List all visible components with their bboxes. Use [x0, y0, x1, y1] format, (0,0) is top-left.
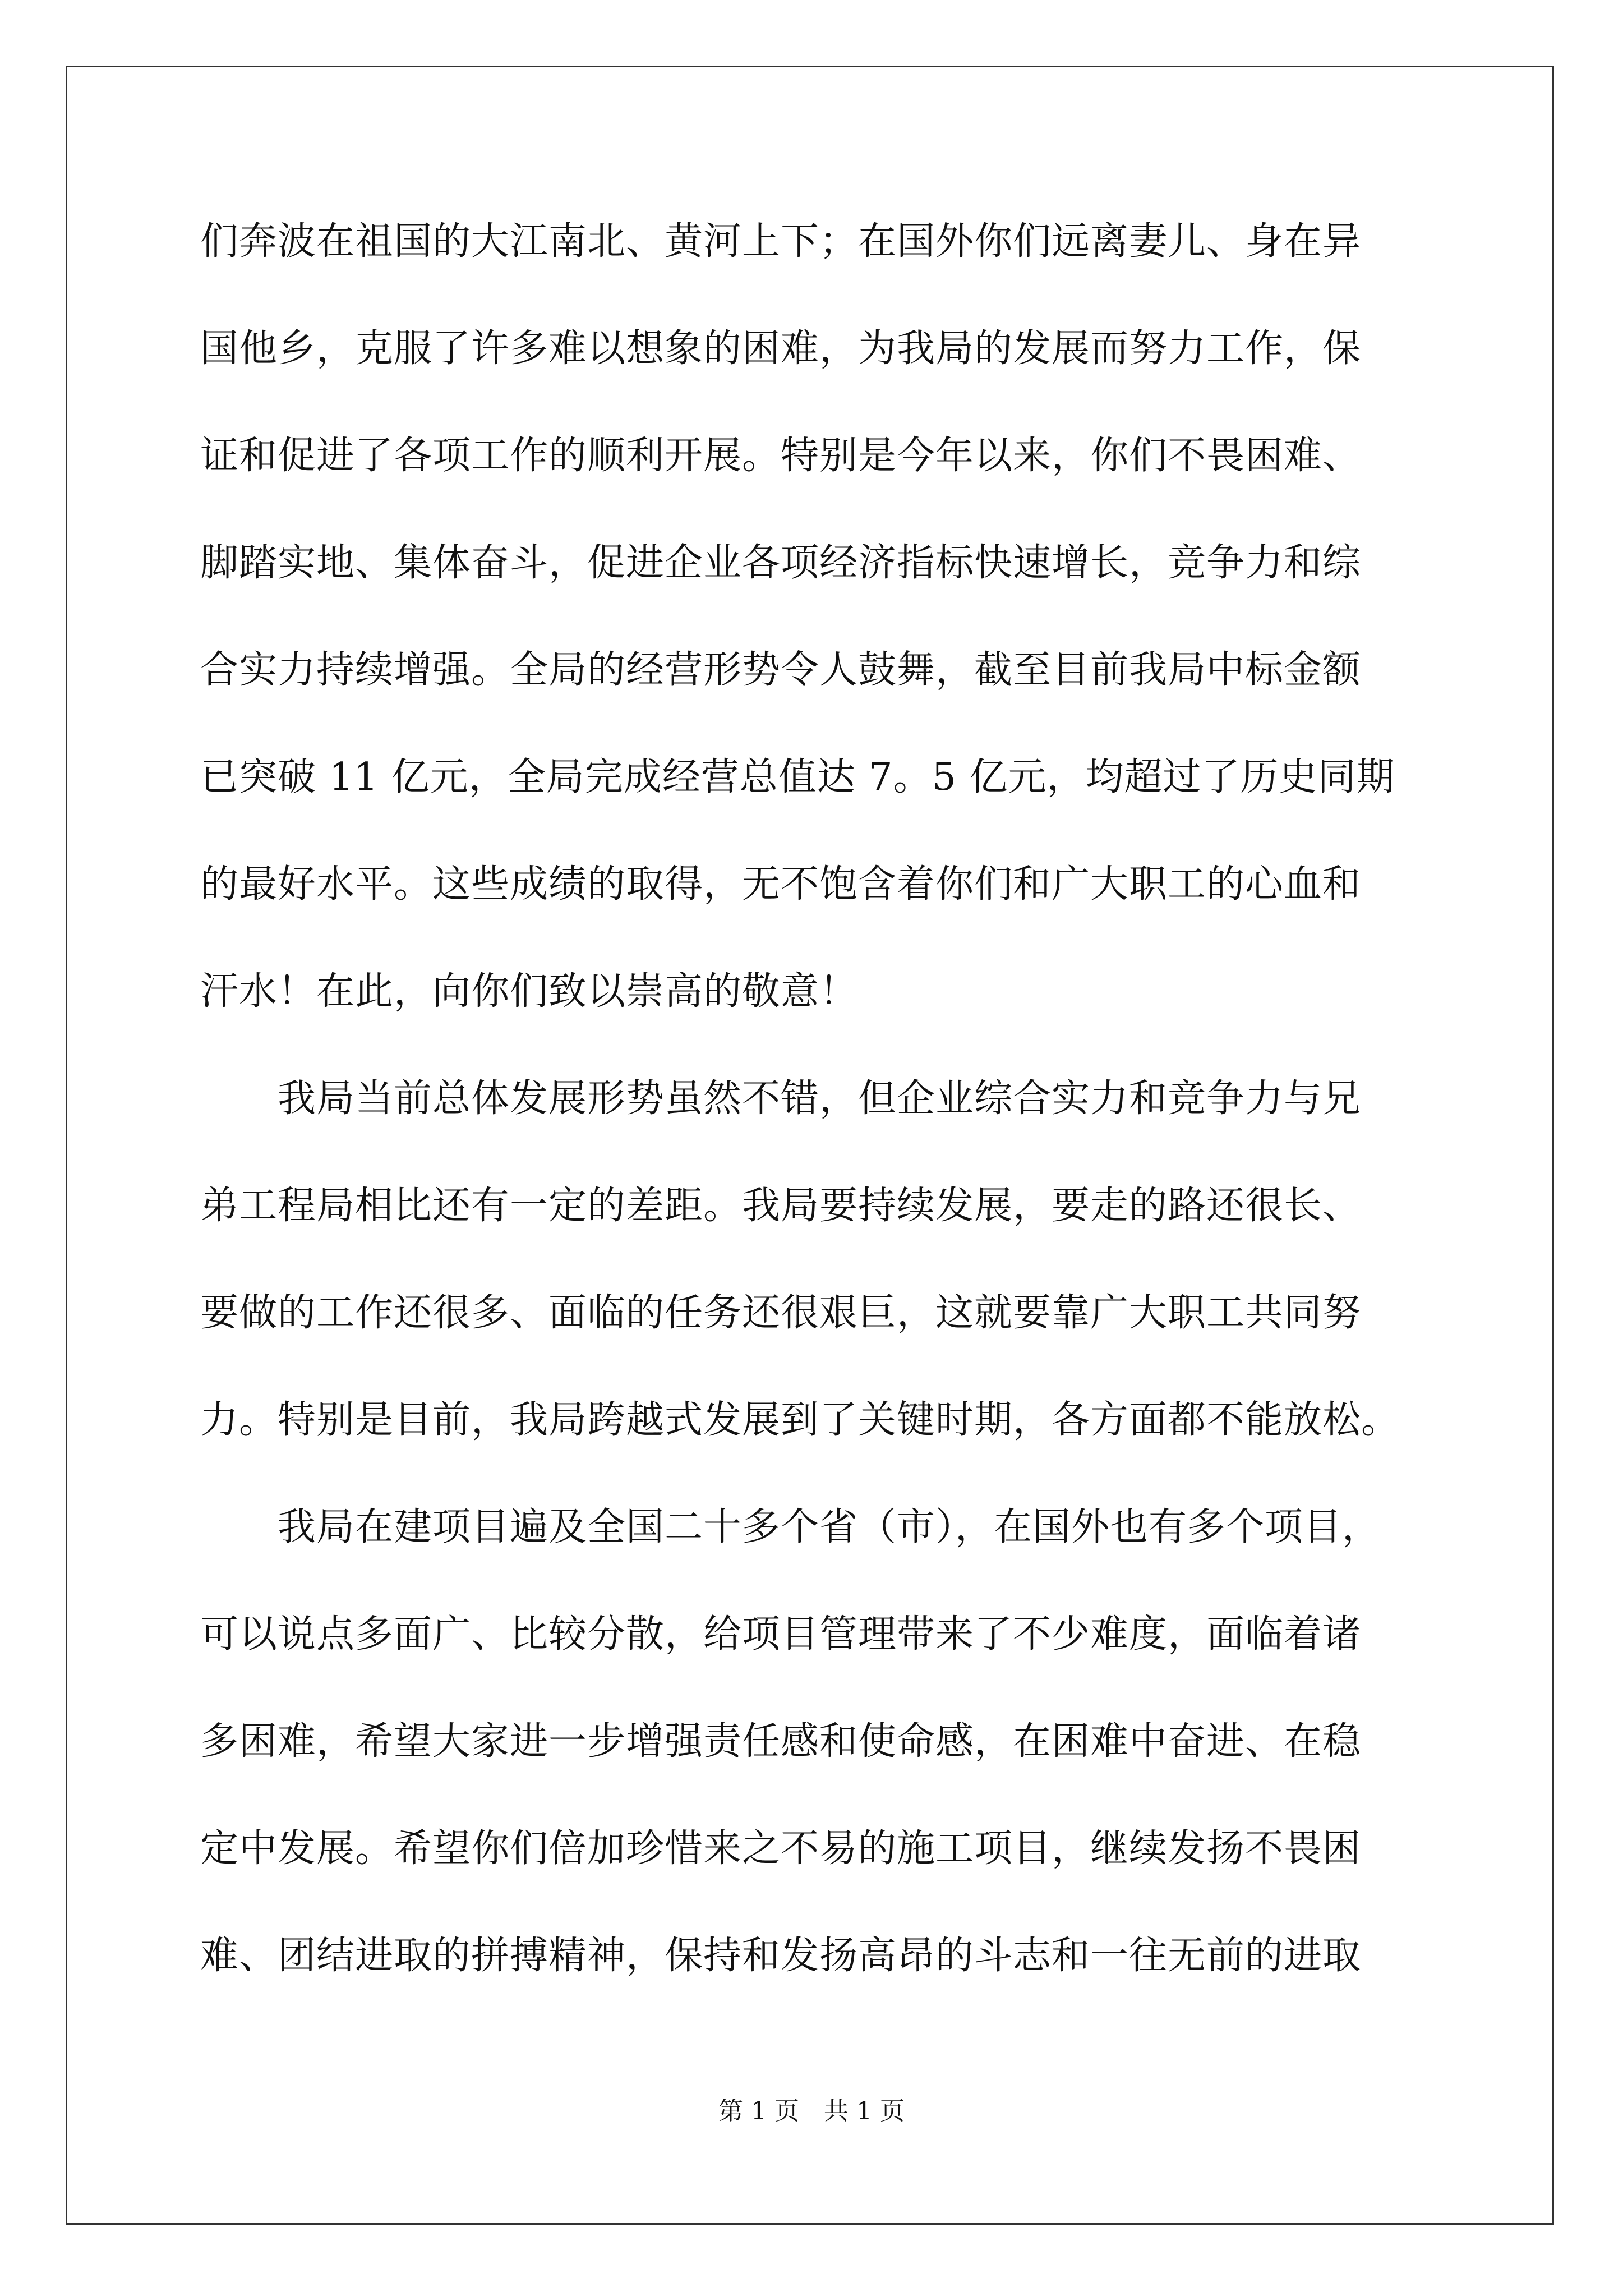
text-line: 国他乡，克服了许多难以想象的困难，为我局的发展而努力工作，保	[200, 326, 1362, 371]
text-line: 我局在建项目遍及全国二十多个省（市），在国外也有多个项目，	[200, 1505, 1381, 1549]
text-line: 定中发展。希望你们倍加珍惜来之不易的施工项目，继续发扬不畏困	[200, 1826, 1362, 1871]
text-line: 弟工程局相比还有一定的差距。我局要持续发展，要走的路还很长、	[200, 1184, 1362, 1228]
text-line: 已突破 11 亿元，全局完成经营总值达 7。5 亿元，均超过了历史同期	[200, 755, 1395, 799]
text-line: 难、团结进取的拼搏精神，保持和发扬高昂的斗志和一往无前的进取	[200, 1934, 1362, 1978]
text-line: 我局当前总体发展形势虽然不错，但企业综合实力和竞争力与兄	[200, 1076, 1362, 1121]
text-line: 证和促进了各项工作的顺利开展。特别是今年以来，你们不畏困难、	[200, 434, 1362, 478]
text-line: 可以说点多面广、比较分散，给项目管理带来了不少难度，面临着诸	[200, 1612, 1362, 1657]
text-line: 合实力持续增强。全局的经营形势令人鼓舞，截至目前我局中标金额	[200, 648, 1362, 692]
text-line: 要做的工作还很多、面临的任务还很艰巨，这就要靠广大职工共同努	[200, 1291, 1362, 1335]
page-number-footer: 第 1 页 共 1 页	[718, 2097, 905, 2125]
document-body	[200, 216, 1428, 2037]
text-line: 汗水！在此，向你们致以崇高的敬意！	[200, 969, 859, 1014]
text-line: 脚踏实地、集体奋斗，促进企业各项经济指标快速增长，竞争力和综	[200, 541, 1362, 585]
text-line: 多困难，希望大家进一步增强责任感和使命感，在困难中奋进、在稳	[200, 1719, 1362, 1764]
text-line: 力。特别是目前，我局跨越式发展到了关键时期，各方面都不能放松。	[200, 1398, 1400, 1442]
text-line: 的最好水平。这些成绩的取得，无不饱含着你们和广大职工的心血和	[200, 862, 1362, 907]
text-line: 们奔波在祖国的大江南北、黄河上下；在国外你们远离妻儿、身在异	[200, 219, 1362, 264]
